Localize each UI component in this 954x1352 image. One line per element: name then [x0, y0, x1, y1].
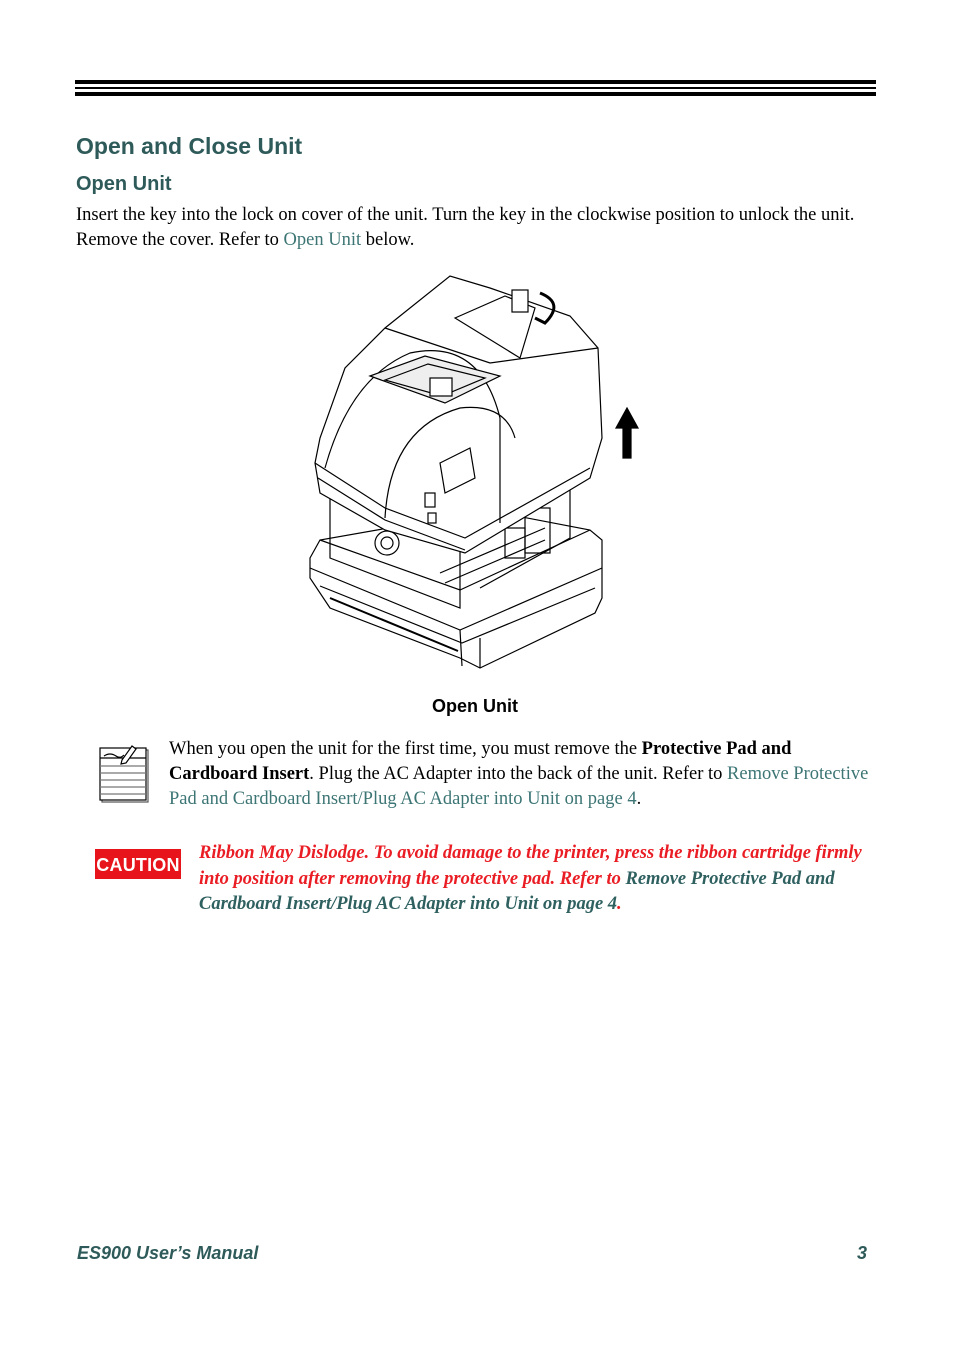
figure-caption: Open Unit [432, 696, 518, 716]
header-rule-middle [75, 87, 876, 89]
remove-pad-link[interactable]: Remove Protective Pad and Cardboard Insert/Plug AC Adapter into Unit on page 4 [169, 764, 869, 809]
body-paragraph [76, 203, 876, 253]
body-text-end: below. [361, 230, 415, 250]
section-subtitle: Open Unit [76, 173, 172, 195]
caution-text: Ribbon May Dislodge. To avoid damage to the printer, press the ribbon cartridge firmly into position after removing the protective pad. Refer to [199, 843, 862, 889]
lift-arrow [616, 408, 638, 458]
open-unit-link[interactable]: Open Unit [283, 230, 362, 250]
open-unit-illustration [290, 268, 650, 683]
footer-manual-title: ES900 User’s Manual [77, 1243, 259, 1263]
caution-badge: CAUTION [95, 849, 181, 879]
note-paragraph [169, 737, 869, 812]
header-rule-bottom [75, 92, 876, 96]
note-bold-text: Protective Pad and Cardboard Insert [169, 739, 792, 784]
note-text: When you open the unit for the first time, you must remove the [169, 739, 642, 759]
note-text-end: . [636, 789, 642, 809]
footer-page-number: 3 [857, 1243, 868, 1263]
caution-remove-pad-link[interactable]: Remove Protective Pad and Cardboard Insert/Plug AC Adapter into Unit on page 4 [199, 868, 835, 914]
body-text: Insert the key into the lock on cover of the unit. Turn the key in the clockwise position to unlock the unit. Remove the cover. Refer to [76, 205, 855, 250]
header-rule-top [75, 80, 876, 84]
key [512, 290, 528, 312]
display-block [430, 378, 452, 396]
caution-paragraph [199, 841, 879, 918]
note-pad-icon [98, 742, 152, 806]
caution-text-end: . [617, 894, 622, 914]
section-title: Open and Close Unit [76, 133, 303, 159]
note-text-mid: . Plug the AC Adapter into the back of the unit. Refer to [309, 764, 728, 784]
